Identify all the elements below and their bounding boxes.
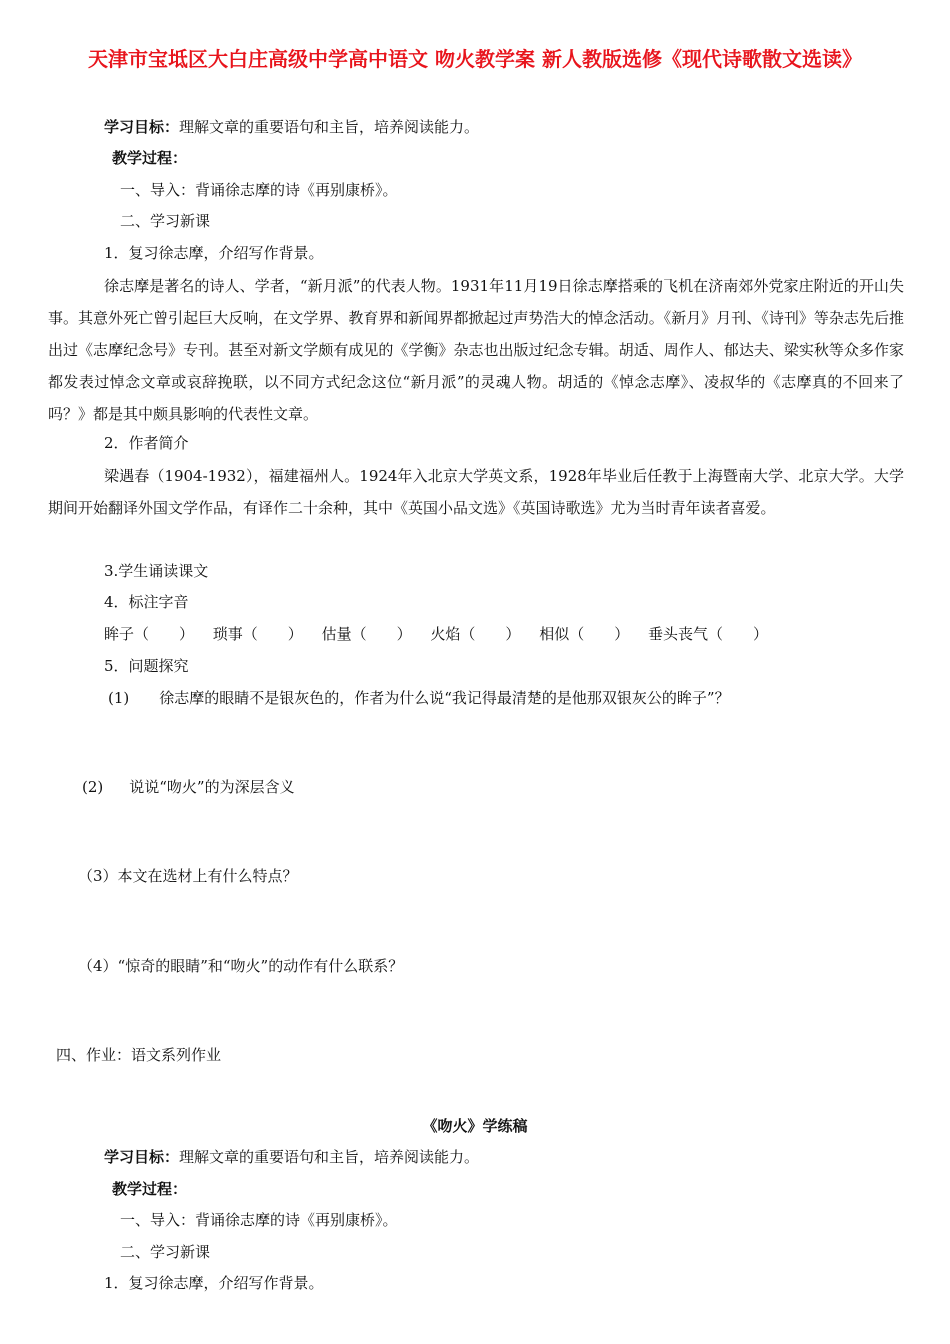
worksheet-title: 《吻火》学练稿 bbox=[422, 1117, 528, 1135]
learning-goal bbox=[104, 117, 479, 137]
question-4: （4）“惊奇的眼睛”和“吻火”的动作有什么联系？ bbox=[78, 957, 404, 975]
worksheet-step-intro: 一、导入：背诵徐志摩的诗《再别康桥》。 bbox=[120, 1211, 398, 1229]
teaching-process-label: 教学过程： bbox=[112, 149, 188, 167]
worksheet-step-new-lesson: 二、学习新课 bbox=[120, 1243, 211, 1261]
question-1 bbox=[108, 688, 730, 708]
item-author: 2．作者简介 bbox=[104, 434, 189, 452]
question-2-number: (2) bbox=[82, 778, 104, 796]
learning-goal-text: 理解文章的重要语句和主旨，培养阅读能力。 bbox=[179, 118, 480, 136]
pinyin-item: 估量（ ） bbox=[321, 625, 412, 643]
worksheet-process-label: 教学过程： bbox=[112, 1180, 188, 1198]
pinyin-item: 相似（ ） bbox=[539, 625, 630, 643]
item-pinyin: 4．标注字音 bbox=[104, 593, 189, 611]
question-2-text: 说说“吻火”的为深层含义 bbox=[129, 778, 295, 796]
document-title: 天津市宝坻区大白庄高级中学高中语文 吻火教学案 新人教版选修《现代诗歌散文选读》 bbox=[88, 47, 862, 71]
author-paragraph: 梁遇春（1904-1932），福建福州人。1924年入北京大学英文系，1928年毕业后任教于上海暨南大学、北京大学。大学期间开始翻译外国文学作品，有译作二十余种，其中《英国小品文选》《英国诗歌选》尤为当时青年读者喜爱。 bbox=[48, 467, 904, 517]
question-3: （3）本文在选材上有什么特点？ bbox=[78, 867, 298, 885]
item-questions: 5．问题探究 bbox=[104, 657, 189, 675]
background-paragraph: 徐志摩是著名的诗人、学者，“新月派”的代表人物。1931年11月19日徐志摩搭乘的飞机在济南郊外党家庄附近的开山失事。其意外死亡曾引起巨大反响，在文学界、教育界和新闻界都掀起过声势浩大的悼念活动。《新月》月刊、《诗刊》等杂志先后推出过《志摩纪念号》专刊。甚至对新文学颇有成见的《学衡》杂志也出版过纪念专辑。胡适、周作人、郁达夫、梁实秋等众多作家都发表过悼念文章或哀辞挽联，以不同方式纪念这位“新月派”的灵魂人物。胡适的《悼念志摩》、凌叔华的《志摩真的不回来了吗？》都是其中颇具影响的代表性文章。 bbox=[48, 277, 904, 423]
step-new-lesson: 二、学习新课 bbox=[120, 212, 211, 230]
question-1-number: (1) bbox=[108, 689, 130, 707]
pinyin-item: 垂头丧气（ ） bbox=[647, 625, 768, 643]
item-recite: 3.学生诵读课文 bbox=[104, 562, 209, 580]
worksheet-goal-label: 学习目标： bbox=[104, 1148, 180, 1166]
pinyin-item: 眸子（ ） bbox=[104, 625, 195, 643]
question-2 bbox=[82, 777, 295, 797]
worksheet-learning-goal bbox=[104, 1147, 479, 1167]
pinyin-item: 琐事（ ） bbox=[212, 625, 303, 643]
worksheet-goal-text: 理解文章的重要语句和主旨，培养阅读能力。 bbox=[179, 1148, 480, 1166]
homework: 四、作业：语文系列作业 bbox=[56, 1046, 222, 1064]
step-intro: 一、导入：背诵徐志摩的诗《再别康桥》。 bbox=[120, 181, 398, 199]
pinyin-row bbox=[104, 624, 782, 644]
pinyin-item: 火焰（ ） bbox=[430, 625, 521, 643]
item-review: 1．复习徐志摩，介绍写作背景。 bbox=[104, 244, 324, 262]
learning-goal-label: 学习目标： bbox=[104, 118, 180, 136]
question-1-text: 徐志摩的眼睛不是银灰色的，作者为什么说“我记得最清楚的是他那双银灰公的眸子”？ bbox=[159, 689, 730, 707]
worksheet-item-review: 1．复习徐志摩，介绍写作背景。 bbox=[104, 1274, 324, 1292]
